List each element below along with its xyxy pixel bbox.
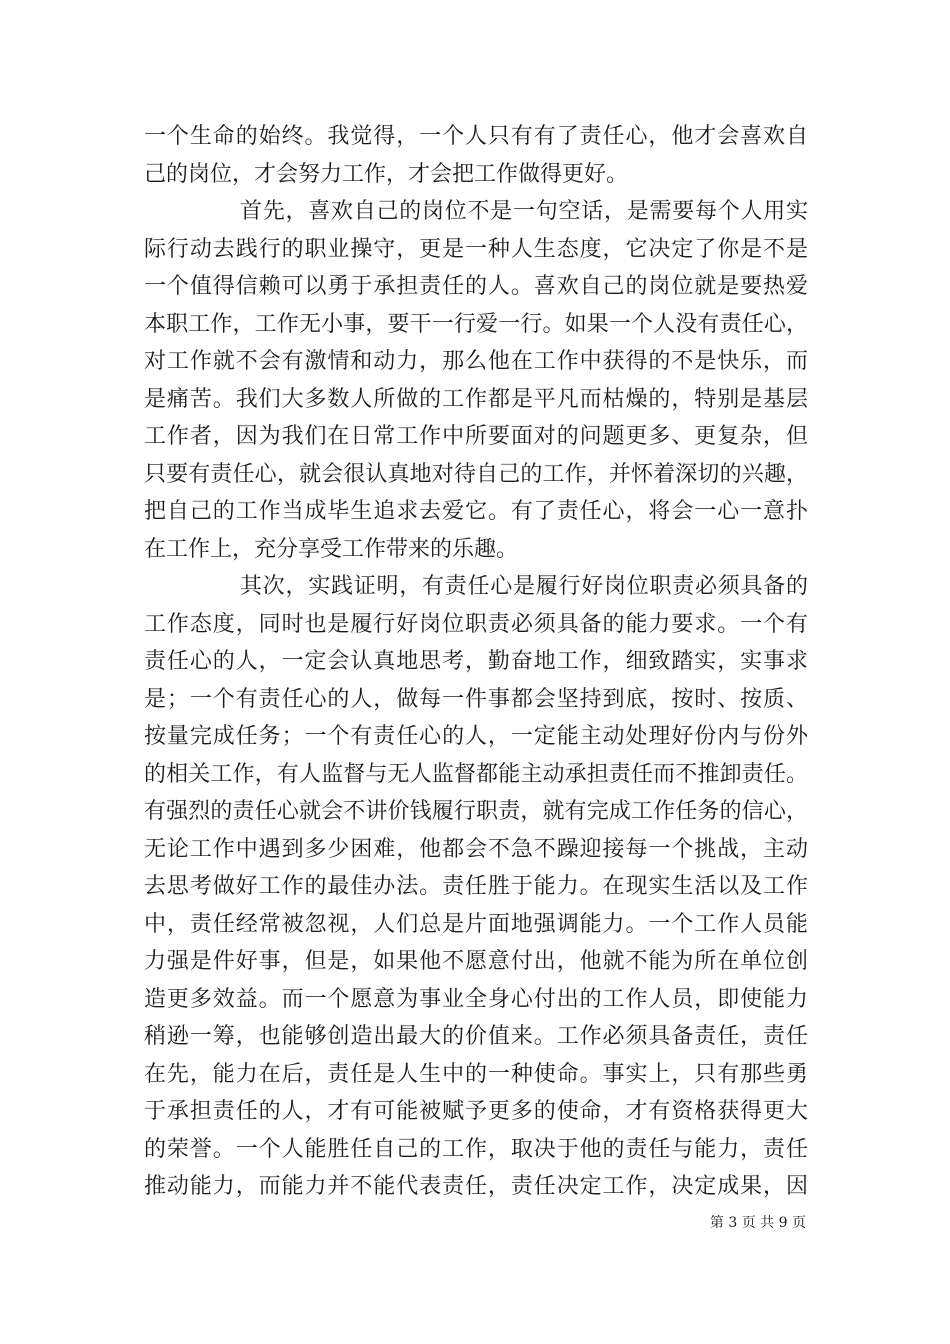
text-line: 是；一个有责任心的人，做每一件事都会坚持到底，按时、按质、 (144, 686, 808, 712)
text-line: 有强烈的责任心就会不讲价钱履行职责，就有完成工作任务的信心， (144, 799, 808, 824)
text-line: 己的岗位，才会努力工作，才会把工作做得更好。 (144, 161, 629, 187)
text-line: 本职工作，工作无小事，要干一行爱一行。如果一个人没有责任心， (144, 311, 808, 337)
text-line: 际行动去践行的职业操守，更是一种人生态度，它决定了你是不是 (144, 236, 808, 262)
text-line: 在先，能力在后，责任是人生中的一种使命。事实上，只有那些勇 (144, 1061, 808, 1087)
text-line: 稍逊一筹，也能够创造出最大的价值来。工作必须具备责任，责任 (144, 1024, 808, 1049)
text-line: 工作者，因为我们在日常工作中所要面对的问题更多、更复杂，但 (144, 424, 808, 449)
body-text (144, 118, 808, 1206)
text-line: 的荣誉。一个人能胜任自己的工作，取决于他的责任与能力，责任 (144, 1136, 808, 1162)
text-line: 中，责任经常被忽视，人们总是片面地强调能力。一个工作人员能 (144, 911, 808, 937)
text-line: 首先，喜欢自己的岗位不是一句空话，是需要每个人用实 (240, 199, 808, 224)
text-line: 按量完成任务；一个有责任心的人，一定能主动处理好份内与份外 (144, 724, 808, 749)
text-line: 去思考做好工作的最佳办法。责任胜于能力。在现实生活以及工作 (144, 874, 808, 899)
text-line: 的相关工作，有人监督与无人监督都能主动承担责任而不推卸责任。 (144, 761, 808, 787)
text-line: 造更多效益。而一个愿意为事业全身心付出的工作人员，即使能力 (144, 986, 808, 1012)
text-line: 力强是件好事，但是，如果他不愿意付出，他就不能为所在单位创 (144, 949, 808, 974)
text-line: 只要有责任心，就会很认真地对待自己的工作，并怀着深切的兴趣， (144, 461, 808, 487)
text-line: 责任心的人，一定会认真地思考，勤奋地工作，细致踏实，实事求 (144, 649, 808, 674)
text-line: 一个生命的始终。我觉得，一个人只有有了责任心，他才会喜欢自 (144, 124, 808, 149)
text-line: 无论工作中遇到多少困难，他都会不急不躁迎接每一个挑战，主动 (144, 836, 808, 862)
text-line: 一个值得信赖可以勇于承担责任的人。喜欢自己的岗位就是要热爱 (144, 274, 808, 299)
text-line: 于承担责任的人，才有可能被赋予更多的使命，才有资格获得更大 (144, 1099, 808, 1124)
page-number: 第 3 页 共 9 页 (709, 1215, 806, 1231)
text-line: 推动能力，而能力并不能代表责任，责任决定工作，决定成果，因 (144, 1174, 808, 1199)
text-line: 在工作上，充分享受工作带来的乐趣。 (144, 536, 519, 562)
text-line: 是痛苦。我们大多数人所做的工作都是平凡而枯燥的，特别是基层 (144, 386, 808, 412)
text-line: 把自己的工作当成毕生追求去爱它。有了责任心，将会一心一意扑 (144, 499, 808, 524)
text-line: 对工作就不会有激情和动力，那么他在工作中获得的不是快乐，而 (144, 349, 808, 374)
text-line: 工作态度，同时也是履行好岗位职责必须具备的能力要求。一个有 (144, 611, 808, 637)
text-line: 其次，实践证明，有责任心是履行好岗位职责必须具备的 (240, 574, 808, 599)
